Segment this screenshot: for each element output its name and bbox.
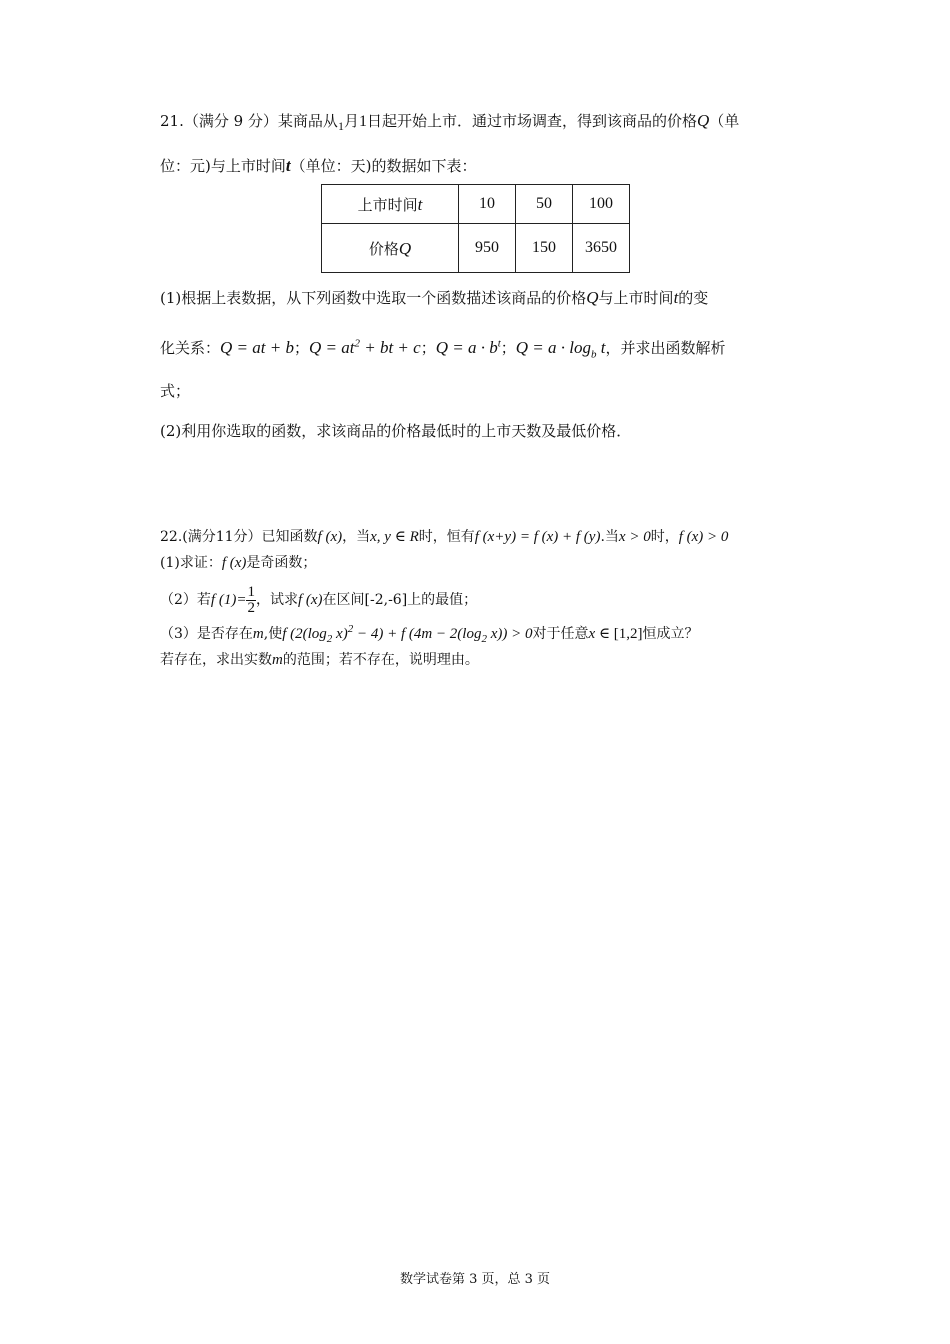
q21-part1-functions: 化关系：Q = at + b；$Q = at^2$ + bt + c；$Q = a \cdot b^t$；$Q = a \cdot \log_b t$，并求出函数解析 <box>160 337 726 361</box>
q22-line4: （3）是否存在m,使f ($2(\log_2$ x)$^2$ − 4) + f ($4m - 2(\log_2$ x)) > 0对于任意x ∈ [1,2]恒成立？ <box>160 623 699 645</box>
price-table <box>321 184 630 273</box>
formula-logarithmic: $Q = a \cdot \log_b t$ <box>515 338 606 361</box>
inequality-expression: f ($2(\log_2$ x)$^2$ − 4) + f ($4m - 2(\log_2$ x)) > 0 <box>282 623 533 645</box>
q21-part1-end: 式； <box>160 382 191 400</box>
q21-part2: (2)利用你选取的函数，求该商品的价格最低时的上市天数及最低价格． <box>160 422 632 440</box>
table-cell: 100 <box>573 185 630 224</box>
table-cell: 150 <box>516 224 573 273</box>
q22-line5: 若存在，求出实数m的范围；若不存在，说明理由。 <box>160 652 479 668</box>
page-footer: 数学试卷第 3 页，总 3 页 <box>399 1272 551 1287</box>
q22-line3: （2）若f (1)= $\frac{1}{2}$ ，试求f (x)在区间[-2,-6]上的最值； <box>160 583 478 616</box>
table-header-cell: 上市时间t <box>322 185 459 224</box>
table-cell: 3650 <box>573 224 630 273</box>
q21-line2: 位：元)与上市时间t（单位：天)的数据如下表： <box>160 156 477 175</box>
table-cell: 50 <box>516 185 573 224</box>
q22-line1: 22.(满分11分）已知函数f (x)，当x, y ∈ R时，恒有f (x+y) = f (x) + f (y).当x > 0时，f (x) > 0 <box>160 529 729 545</box>
fraction-one-half: $\frac{1}{2}$ <box>247 583 255 616</box>
q22-line2: (1)求证：f (x)是奇函数； <box>160 555 317 571</box>
table-row <box>322 224 630 273</box>
table-cell: 10 <box>459 185 516 224</box>
formula-quadratic: $Q = at^2$ + bt + c <box>308 337 421 357</box>
table-cell: 950 <box>459 224 516 273</box>
q21-part1: (1)根据上表数据，从下列函数中选取一个函数描述该商品的价格Q与上市时间t的变 <box>160 288 709 307</box>
table-row <box>322 185 630 224</box>
q21-line1: 21.（满分 9 分）某商品从$_1$月1日起开始上市．通过市场调查，得到该商品的价格Q（单 <box>160 111 740 133</box>
table-header-cell: 价格Q <box>322 224 459 273</box>
formula-exponential: $Q = a \cdot b^t$ <box>435 337 501 357</box>
formula-linear: Q = at + b <box>220 338 294 357</box>
